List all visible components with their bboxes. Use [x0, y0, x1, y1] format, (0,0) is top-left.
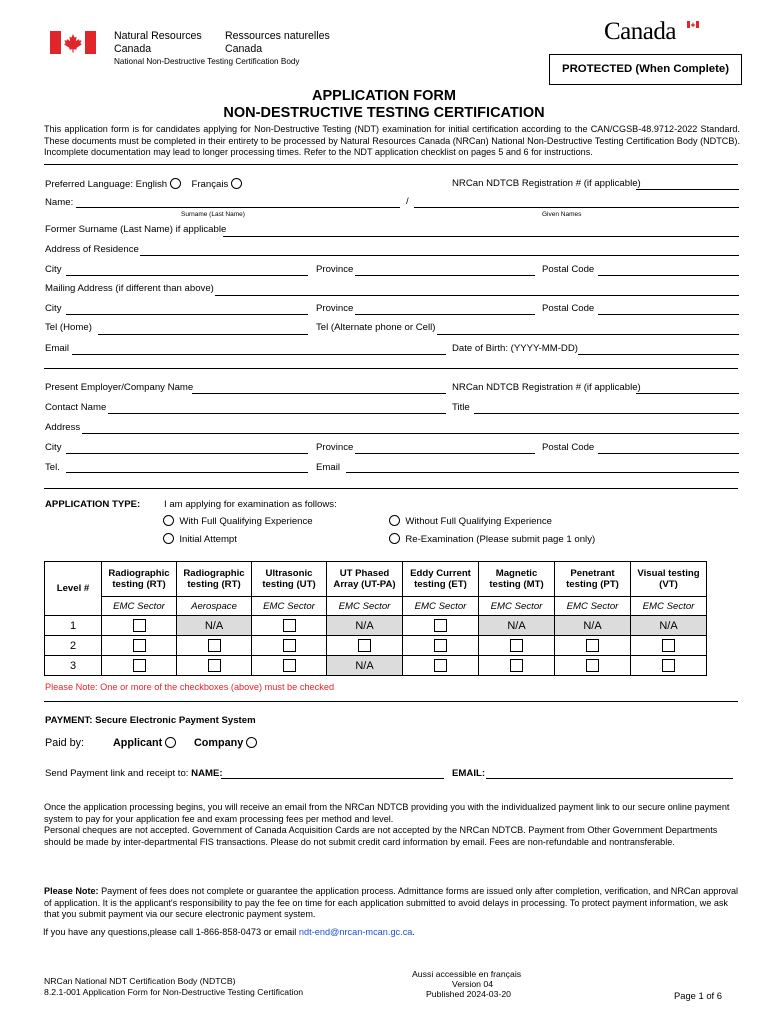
- employer-postal-input[interactable]: [598, 453, 739, 454]
- postal-code-input[interactable]: [598, 275, 739, 276]
- employer-address-label: Address: [45, 422, 81, 433]
- level-number: 3: [45, 656, 102, 676]
- department-name-fr: Ressources naturelles: [225, 30, 330, 42]
- not-applicable-cell: N/A: [479, 616, 555, 636]
- title-label: Title: [452, 402, 470, 413]
- footer-published: Published 2024-03-20: [426, 989, 512, 999]
- level-method-cell[interactable]: [403, 616, 479, 636]
- preferred-language-label: [45, 178, 242, 190]
- employer-email-label: Email: [316, 462, 340, 473]
- method-header: UT Phased Array (UT-PA): [327, 562, 403, 597]
- method-header: Eddy Current testing (ET): [403, 562, 479, 597]
- re-examination-text: Re-Examination (Please submit page 1 only): [405, 534, 596, 545]
- application-intro: I am applying for examination as follows:: [164, 499, 337, 510]
- employer-postal-label: Postal Code: [542, 442, 595, 453]
- payment-email-input[interactable]: [486, 778, 733, 779]
- level-method-cell[interactable]: [555, 636, 631, 656]
- level-method-checkbox[interactable]: [208, 659, 221, 672]
- employer-input[interactable]: [192, 393, 446, 394]
- level-method-cell[interactable]: [479, 656, 555, 676]
- level-row: [45, 636, 707, 656]
- level-method-table: [44, 561, 707, 676]
- not-applicable-cell: N/A: [327, 656, 403, 676]
- level-method-checkbox[interactable]: [283, 659, 296, 672]
- sector-label: EMC Sector: [102, 597, 177, 616]
- level-number: 2: [45, 636, 102, 656]
- send-link-text: Send Payment link and receipt to:: [45, 768, 189, 779]
- method-header: Radiographic testing (RT): [177, 562, 252, 597]
- english-radio[interactable]: [170, 178, 181, 189]
- mailing-address-label: Mailing Address (if different than above): [45, 283, 214, 294]
- level-method-cell[interactable]: [631, 656, 707, 676]
- province-input[interactable]: [355, 275, 535, 276]
- sector-label: EMC Sector: [555, 597, 631, 616]
- sector-label: EMC Sector: [403, 597, 479, 616]
- payment-name-input[interactable]: [221, 778, 444, 779]
- company-option[interactable]: [194, 737, 257, 749]
- not-applicable-cell: N/A: [177, 616, 252, 636]
- mailing-postal-input[interactable]: [598, 314, 739, 315]
- sector-label: EMC Sector: [252, 597, 327, 616]
- company-text: Company: [194, 737, 244, 749]
- tel-home-label: Tel (Home): [45, 322, 92, 333]
- wordmark-flag-icon: [687, 20, 699, 27]
- footer-body-name: NRCan National NDT Certification Body (NDTCB): [44, 976, 236, 986]
- canada-wordmark-text: Canada: [604, 18, 676, 45]
- level-method-checkbox[interactable]: [586, 639, 599, 652]
- contact-name-label: Contact Name: [45, 402, 107, 413]
- method-header: Magnetic testing (MT): [479, 562, 555, 597]
- employer-province-label: Province: [316, 442, 354, 453]
- level-method-checkbox[interactable]: [434, 619, 447, 632]
- level-method-cell[interactable]: [252, 616, 327, 636]
- level-method-checkbox[interactable]: [662, 639, 675, 652]
- registration-input[interactable]: [636, 189, 739, 190]
- employer-tel-label: Tel.: [45, 462, 60, 473]
- level-method-checkbox[interactable]: [586, 659, 599, 672]
- canada-flag-icon: [50, 31, 96, 54]
- employer-registration-label: NRCan NDTCB Registration # (if applicable): [452, 382, 641, 393]
- level-row: [45, 656, 707, 676]
- payment-heading-bold: PAYMENT: [45, 715, 90, 726]
- applicant-text: Applicant: [113, 737, 163, 749]
- divider: [44, 368, 738, 369]
- level-method-checkbox[interactable]: [434, 659, 447, 672]
- title-input[interactable]: [474, 413, 739, 414]
- employer-address-input[interactable]: [82, 433, 739, 434]
- divider: [44, 164, 738, 165]
- method-header: Visual testing (VT): [631, 562, 707, 597]
- payment-heading-rest: : Secure Electronic Payment System: [89, 715, 256, 726]
- not-applicable-cell: N/A: [631, 616, 707, 636]
- full-experience-option[interactable]: [163, 515, 313, 527]
- not-applicable-cell: N/A: [555, 616, 631, 636]
- protected-box: [549, 54, 742, 85]
- footer-version: Version 04: [452, 979, 494, 989]
- employer-province-input[interactable]: [355, 453, 535, 454]
- method-header: Penetrant testing (PT): [555, 562, 631, 597]
- level-row: [45, 616, 707, 636]
- name-label: Name:: [45, 197, 74, 208]
- without-experience-option[interactable]: [389, 515, 552, 527]
- mailing-province-label: Province: [316, 303, 354, 314]
- surname-hint: Surname (Last Name): [181, 211, 245, 218]
- level-method-checkbox[interactable]: [510, 659, 523, 672]
- employer-city-label: City: [45, 442, 62, 453]
- form-title: APPLICATION FORM: [312, 88, 456, 104]
- dob-label: Date of Birth: (YYYY-MM-DD): [452, 343, 578, 354]
- level-header: Level #: [45, 562, 102, 616]
- given-names-input[interactable]: [414, 207, 739, 208]
- former-surname-input[interactable]: [223, 236, 739, 237]
- surname-input[interactable]: [76, 207, 400, 208]
- contact-email-link[interactable]: ndt-end@nrcan-mcan.gc.ca: [298, 927, 413, 937]
- department-name-en: Natural Resources: [114, 30, 202, 42]
- full-experience-text: With Full Qualifying Experience: [179, 516, 313, 527]
- paid-by-label: Paid by:: [45, 737, 85, 749]
- payment-paragraph-1: Once the application processing begins, you will receive an email from the NRCan NDTCB providing you with the individualized payment link to our secure online payment system to pay for your application fee and exam processing fees per method and level.: [44, 802, 730, 824]
- given-names-hint: Given Names: [542, 211, 582, 218]
- employer-city-input[interactable]: [66, 453, 308, 454]
- level-method-cell[interactable]: [327, 636, 403, 656]
- footer-french-note: Aussi accessible en français: [412, 969, 522, 979]
- method-header: Radiographic testing (RT): [102, 562, 177, 597]
- level-method-cell[interactable]: [403, 636, 479, 656]
- not-applicable-cell: N/A: [327, 616, 403, 636]
- level-method-cell[interactable]: [102, 656, 177, 676]
- mailing-city-input[interactable]: [66, 314, 308, 315]
- postal-code-label: Postal Code: [542, 264, 595, 275]
- level-method-cell[interactable]: [631, 636, 707, 656]
- sector-label: Aerospace: [177, 597, 252, 616]
- full-experience-radio[interactable]: [163, 515, 174, 526]
- canada-wordmark: [604, 18, 704, 50]
- without-experience-text: Without Full Qualifying Experience: [405, 516, 552, 527]
- level-number: 1: [45, 616, 102, 636]
- employer-tel-input[interactable]: [66, 472, 308, 473]
- level-method-cell[interactable]: [102, 616, 177, 636]
- checkbox-required-note: Please Note: One or more of the checkboxes (above) must be checked: [45, 682, 335, 692]
- level-method-checkbox[interactable]: [510, 639, 523, 652]
- company-radio[interactable]: [246, 737, 257, 748]
- payment-email-label: EMAIL:: [452, 768, 486, 779]
- level-method-checkbox[interactable]: [434, 639, 447, 652]
- department-country-en: Canada: [114, 43, 152, 55]
- divider: [44, 488, 738, 489]
- francais-radio[interactable]: [231, 178, 242, 189]
- email-label: Email: [45, 343, 69, 354]
- city-label: City: [45, 264, 62, 275]
- send-link-label: [45, 768, 223, 779]
- sector-label: EMC Sector: [631, 597, 707, 616]
- level-method-cell[interactable]: [555, 656, 631, 676]
- department-country-fr: Canada: [225, 43, 263, 55]
- payment-note-text: Payment of fees does not complete or guarantee the application process. Admittance forms are issued only after completion, verification, and NRCan approval of application. It is the applicant's responsibility to pay the fee on time for each application submitted to avoid delays in processing. To protect payment information, we ask that you submit payment via our secure electronic payment system.: [44, 886, 739, 919]
- tel-alternate-input[interactable]: [437, 334, 739, 335]
- initial-attempt-option[interactable]: [163, 533, 237, 545]
- employer-email-input[interactable]: [346, 472, 739, 473]
- mailing-city-label: City: [45, 303, 62, 314]
- level-method-checkbox[interactable]: [662, 659, 675, 672]
- level-method-checkbox[interactable]: [133, 639, 146, 652]
- sector-label: EMC Sector: [479, 597, 555, 616]
- footer-page-number: Page 1 of 6: [674, 990, 722, 1001]
- name-separator: /: [406, 196, 409, 207]
- divider: [44, 701, 738, 702]
- level-method-checkbox[interactable]: [133, 619, 146, 632]
- level-method-checkbox[interactable]: [133, 659, 146, 672]
- email-input[interactable]: [72, 354, 446, 355]
- payment-note-bold: Please Note:: [44, 886, 99, 896]
- level-method-checkbox[interactable]: [358, 639, 371, 652]
- address-residence-label: Address of Residence: [45, 244, 139, 255]
- level-method-checkbox[interactable]: [283, 639, 296, 652]
- address-residence-input[interactable]: [140, 255, 739, 256]
- mailing-postal-label: Postal Code: [542, 303, 595, 314]
- payment-note: [44, 886, 740, 921]
- tel-alternate-label: Tel (Alternate phone or Cell): [316, 322, 436, 333]
- level-method-cell[interactable]: [252, 636, 327, 656]
- payment-name-label: NAME:: [191, 768, 223, 779]
- level-method-cell[interactable]: [102, 636, 177, 656]
- intro-paragraph: This application form is for candidates applying for Non-Destructive Testing (NDT) examination for initial certification according to the CAN/CGSB-48.9712-2022 Standard. These documents must be completed in their entirety to be processed by Natural Resources Canada (NRCan) National Non-Destructive Testing Certification Body (NDTCB). Incomplete documentation may lead to longer processing times. Refer to the NDT application checklist on pages 5 and 6 for instructions.: [44, 124, 740, 157]
- level-method-cell[interactable]: [177, 636, 252, 656]
- contact-end: .: [412, 927, 415, 937]
- re-examination-radio[interactable]: [389, 533, 400, 544]
- preferred-language-text: Preferred Language: English: [45, 179, 168, 190]
- initial-attempt-radio[interactable]: [163, 533, 174, 544]
- method-header: Ultrasonic testing (UT): [252, 562, 327, 597]
- level-method-cell[interactable]: [252, 656, 327, 676]
- level-method-checkbox[interactable]: [283, 619, 296, 632]
- tel-home-input[interactable]: [98, 334, 308, 335]
- registration-label: NRCan NDTCB Registration # (if applicable): [452, 178, 641, 189]
- contact-line: [43, 927, 415, 937]
- mailing-province-input[interactable]: [355, 314, 535, 315]
- employer-registration-input[interactable]: [636, 393, 739, 394]
- without-experience-radio[interactable]: [389, 515, 400, 526]
- level-method-cell[interactable]: [177, 656, 252, 676]
- city-input[interactable]: [66, 275, 308, 276]
- re-examination-option[interactable]: [389, 533, 595, 545]
- footer-doc-number: 8.2.1-001 Application Form for Non-Destructive Testing Certification: [44, 987, 304, 997]
- contact-name-input[interactable]: [108, 413, 446, 414]
- applicant-option[interactable]: [113, 737, 176, 749]
- payment-paragraph-2: Personal cheques are not accepted. Government of Canada Acquisition Cards are not accepted by the NRCan NDTCB. Payment from Other Government Departments should be made by inter-departmental FIS transactions. Please do not submit credit card information by email. Fees are non-refundable and nontransferable.: [44, 825, 718, 847]
- protected-label: PROTECTED (When Complete): [561, 63, 730, 75]
- applicant-radio[interactable]: [165, 737, 176, 748]
- employer-label: Present Employer/Company Name: [45, 382, 194, 393]
- payment-heading: [45, 715, 256, 726]
- sector-label: EMC Sector: [327, 597, 403, 616]
- francais-text: Français: [191, 179, 229, 190]
- application-type-label: APPLICATION TYPE:: [45, 499, 141, 510]
- contact-text: If you have any questions,please call 1-866-858-0473 or email: [43, 927, 299, 937]
- dob-input[interactable]: [578, 354, 739, 355]
- province-label: Province: [316, 264, 354, 275]
- level-method-cell[interactable]: [479, 636, 555, 656]
- form-subtitle: NON-DESTRUCTIVE TESTING CERTIFICATION: [223, 105, 545, 121]
- initial-attempt-text: Initial Attempt: [179, 534, 237, 545]
- level-method-cell[interactable]: [403, 656, 479, 676]
- certification-body-name: National Non-Destructive Testing Certification Body: [114, 57, 300, 66]
- mailing-address-input[interactable]: [215, 295, 739, 296]
- level-method-checkbox[interactable]: [208, 639, 221, 652]
- former-surname-label: Former Surname (Last Name) if applicable: [45, 224, 227, 235]
